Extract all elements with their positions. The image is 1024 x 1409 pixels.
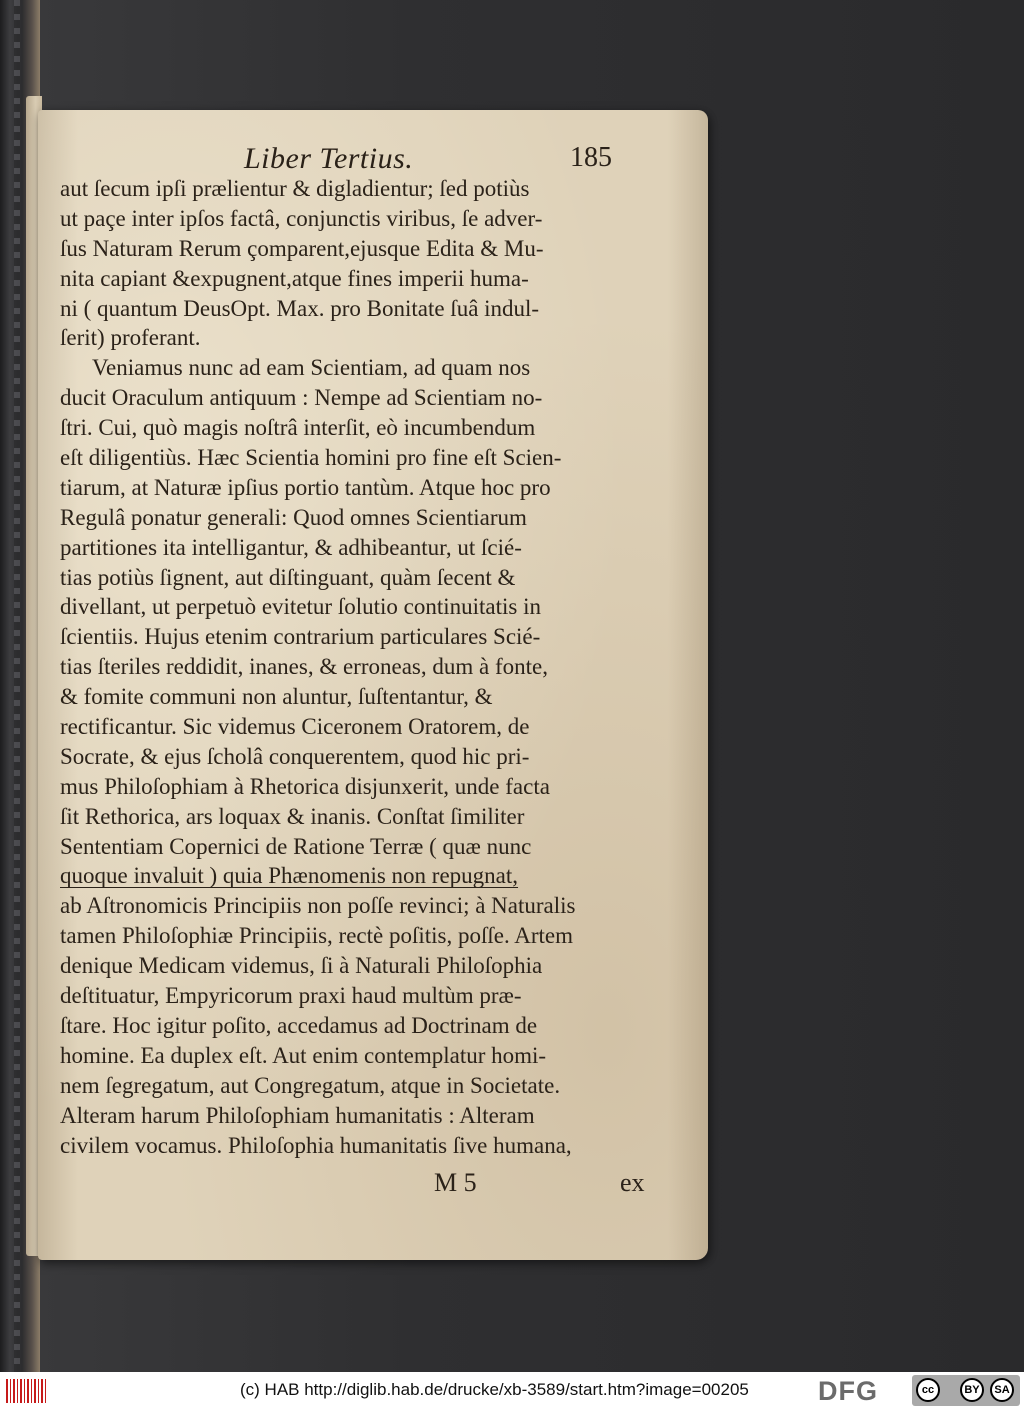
text-line: tiarum, at Naturæ ipſius portio tantùm. Atque hoc pro	[60, 474, 551, 500]
text-line: & fomite communi non aluntur, ſuſtentantur, &	[60, 684, 493, 710]
text-line: ſcientiis. Hujus etenim contrarium particulares Scié-	[60, 624, 541, 650]
cc-icon: cc	[916, 1378, 940, 1402]
text-line: ſtare. Hoc igitur poſito, accedamus ad Doctrinam de	[60, 1012, 538, 1038]
signature-mark: M 5	[434, 1168, 477, 1197]
text-line: eſt diligentiùs. Hæc Scientia homini pro fine eſt Scien-	[60, 445, 562, 471]
text-line: ſtri. Cui, quò magis noſtrâ interſit, eò incumbendum	[60, 415, 536, 441]
text-line: deſtituatur, Empyricorum praxi haud multùm præ-	[60, 983, 522, 1009]
text-line: ſerit) proferant.	[60, 325, 201, 351]
dfg-logo[interactable]: DFG	[818, 1376, 878, 1406]
text-line: tias ſteriles reddidit, inanes, & erroneas, dum à fonte,	[60, 654, 548, 680]
text-line: Sententiam Copernici de Ratione Terræ ( quæ nunc	[60, 833, 532, 859]
text-line: quoque invaluit ) quia Phænomenis non repugnat,	[60, 863, 519, 889]
running-title: Liber Tertius.	[244, 142, 414, 175]
text-line: partitiones ita intelligantur, & adhibeantur, ut ſcié-	[60, 534, 522, 560]
text-line: civilem vocamus. Philoſophia humanitatis ſive humana,	[60, 1132, 572, 1158]
text-line: Socrate, & ejus ſcholâ conquerentem, quod hic pri-	[60, 743, 530, 769]
cc-license-badge[interactable]	[912, 1375, 1020, 1406]
text-line: ut paçe inter ipſos factâ, conjunctis viribus, ſe adver-	[60, 205, 543, 231]
text-line: nem ſegregatum, aut Congregatum, atque in Societate.	[60, 1072, 561, 1098]
text-line: Alteram harum Philoſophiam humanitatis : Alteram	[60, 1102, 535, 1128]
copyright-credit-link[interactable]: (c) HAB http://diglib.hab.de/drucke/xb-3589/start.htm?image=00205	[240, 1380, 749, 1399]
text-line: nita capiant &expugnent,atque fines imperii huma-	[60, 265, 529, 291]
sa-icon: SA	[990, 1378, 1014, 1402]
text-line: ſus Naturam Rerum çomparent,ejusque Edita & Mu-	[60, 235, 544, 261]
page-number: 185	[570, 142, 612, 173]
text-line: ab Aſtronomicis Principiis non poſſe revinci; à Naturalis	[60, 893, 576, 919]
text-line: denique Medicam videmus, ſi à Naturali Philoſophia	[60, 953, 543, 979]
book-page	[38, 110, 708, 1260]
text-line: aut ſecum ipſi prælientur & digladientur; ſed potiùs	[60, 176, 530, 201]
by-icon: BY	[960, 1378, 984, 1402]
viewer-footer	[0, 1372, 1024, 1409]
text-line: homine. Ea duplex eſt. Aut enim contemplatur homi-	[60, 1042, 547, 1068]
text-line: mus Philoſophiam à Rhetorica disjunxerit, unde facta	[60, 773, 550, 799]
text-line: divellant, ut perpetuò evitetur ſolutio continuitatis in	[60, 594, 541, 620]
text-line: ducit Oraculum antiquum : Nempe ad Scientiam no-	[60, 385, 543, 411]
catchword: ex	[620, 1168, 645, 1197]
text-line: tias potiùs ſignent, aut diſtinguant, quàm ſecent &	[60, 564, 516, 590]
text-line: ſit Rethorica, ars loquax & inanis. Conſtat ſimiliter	[60, 803, 525, 829]
body-text	[60, 174, 660, 1160]
text-line: rectificantur. Sic videmus Ciceronem Oratorem, de	[60, 714, 530, 740]
text-line: tamen Philoſophiæ Principiis, rectè poſitis, poſſe. Artem	[60, 923, 573, 949]
text-line: Veniamus nunc ad eam Scientiam, ad quam nos	[92, 355, 531, 381]
barcode-icon	[6, 1379, 48, 1403]
text-line: ni ( quantum DeusOpt. Max. pro Bonitate ſuâ indul-	[60, 295, 540, 321]
text-line: Regulâ ponatur generali: Quod omnes Scientiarum	[60, 504, 527, 530]
binding-stitching	[14, 0, 20, 1372]
page-footer-marks	[60, 1168, 660, 1202]
